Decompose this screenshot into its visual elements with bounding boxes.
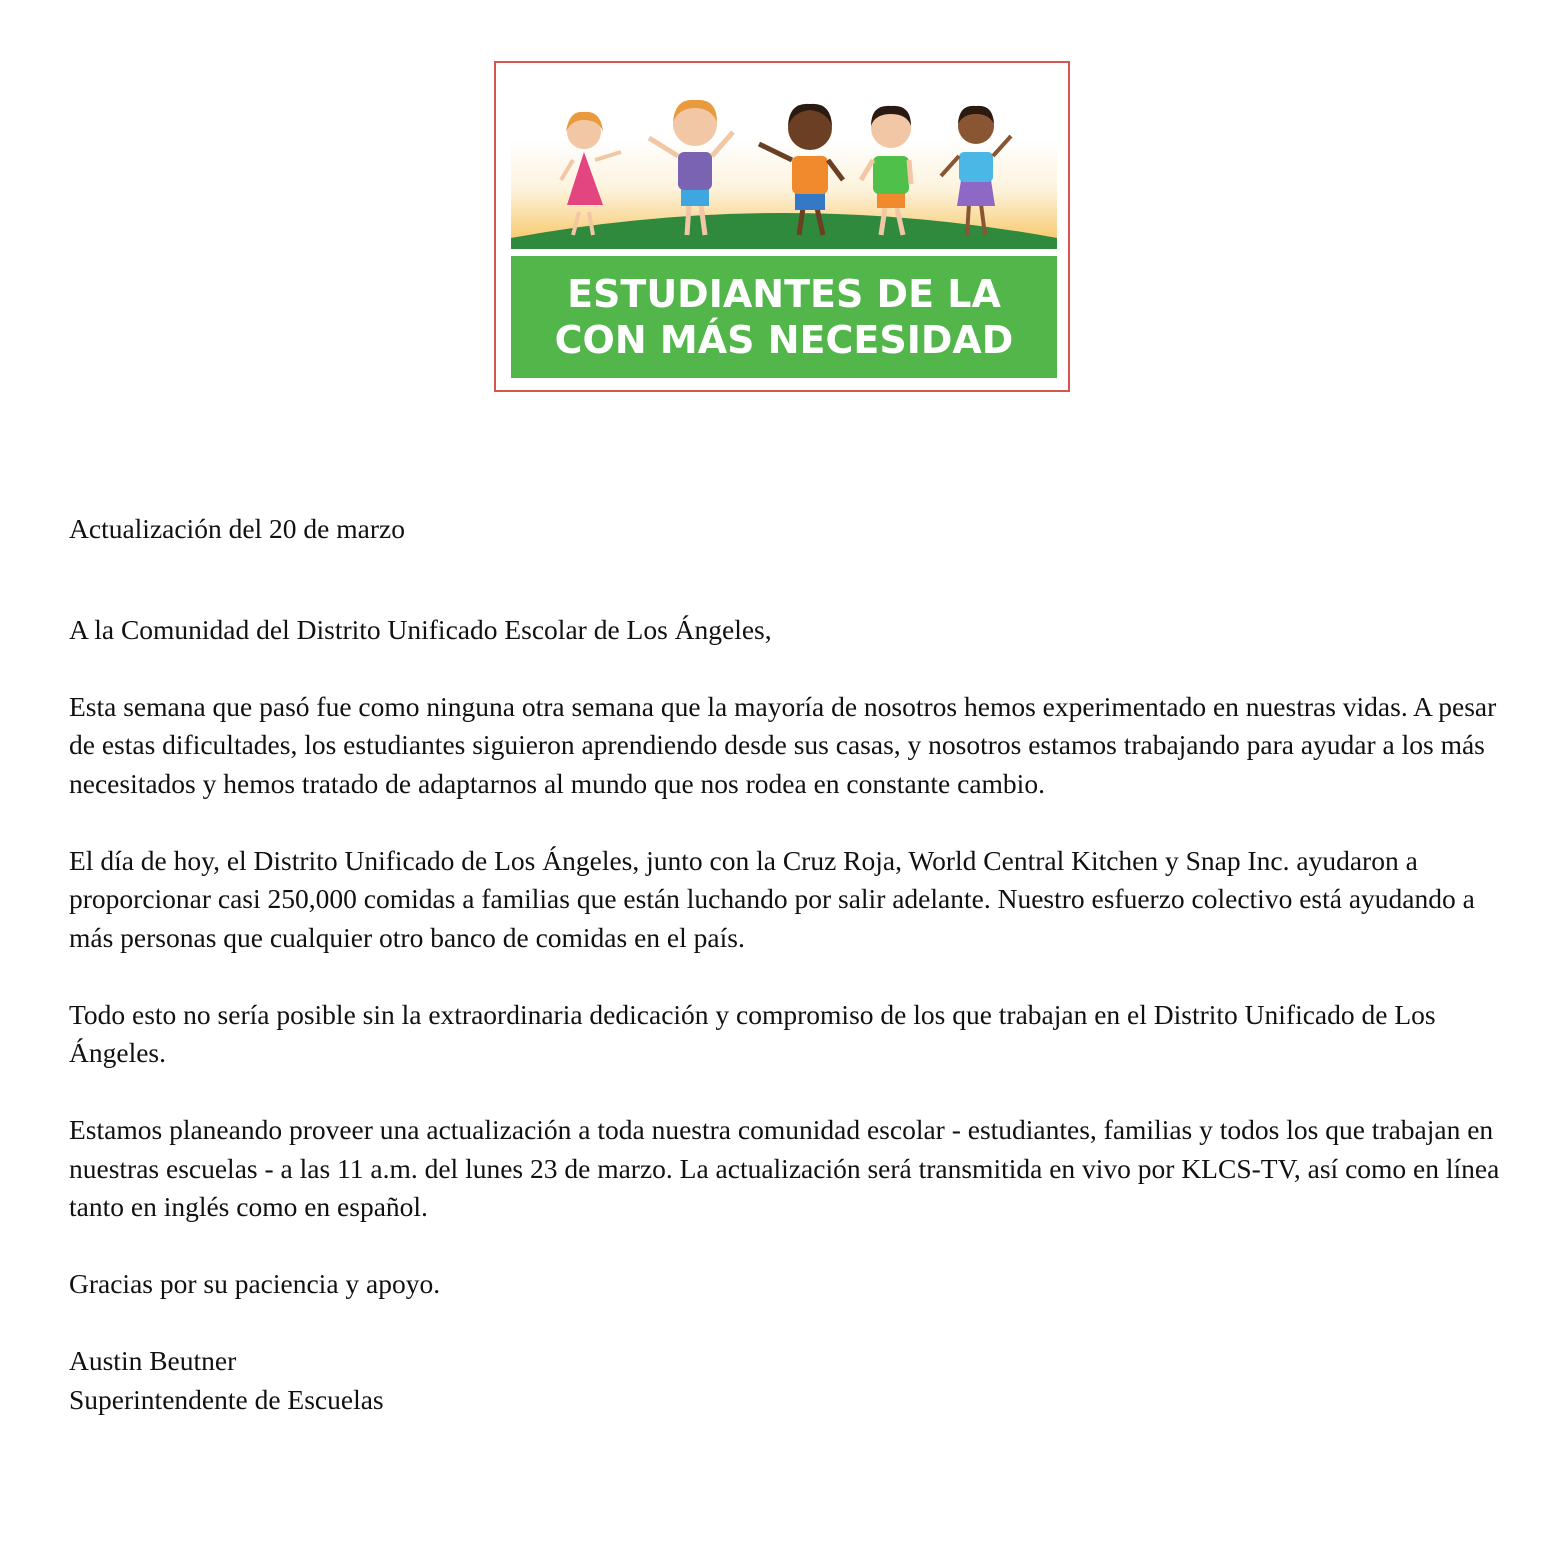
salutation: A la Comunidad del Distrito Unificado Escolar de Los Ángeles,	[69, 613, 772, 645]
paragraph-3: Todo esto no sería posible sin la extraordinaria dedicación y compromiso de los que trabajan en el Distrito Unificado de Los Ángeles.	[69, 998, 1436, 1068]
letter-body	[69, 510, 1509, 1419]
logo-banner	[511, 256, 1057, 378]
paragraph-4: Estamos planeando proveer una actualización a toda nuestra comunidad escolar - estudiantes, familias y todos los que trabajan en nuestras escuelas - a las 11 a.m. del lunes 23 de marzo. La actualización será transmitida en vivo por KLCS-TV, así como en línea tanto en inglés como en español.	[69, 1114, 1500, 1222]
date-line: Actualización del 20 de marzo	[69, 513, 405, 544]
closing-line: Gracias por su paciencia y apoyo.	[69, 1268, 441, 1299]
logo-banner-text: ESTUDIANTES DE LA CON MÁS NECESIDAD	[554, 272, 1014, 362]
paragraph-1: Esta semana que pasó fue como ninguna otra semana que la mayoría de nosotros hemos experimentado en nuestras vidas. A pesar de estas dificultades, los estudiantes siguieron aprendiendo desde sus casas, y nosotros estamos trabajando para ayudar a los más necesitados y hemos tratado de adaptarnos al mundo que nos rodea en constante cambio.	[69, 690, 1497, 799]
program-logo	[494, 61, 1070, 392]
paragraph-2: El día de hoy, el Distrito Unificado de Los Ángeles, junto con la Cruz Roja, World Central Kitchen y Snap Inc. ayudaron a proporcionar casi 250,000 comidas a familias que están luchando por salir adelante. Nuestro esfuerzo colectivo está ayudando a más personas que cualquier otro banco de comidas en el país.	[69, 844, 1475, 953]
children-illustration	[511, 80, 1057, 249]
signature-name: Austin Beutner	[69, 1345, 237, 1376]
signature-title: Superintendente de Escuelas	[69, 1383, 384, 1415]
